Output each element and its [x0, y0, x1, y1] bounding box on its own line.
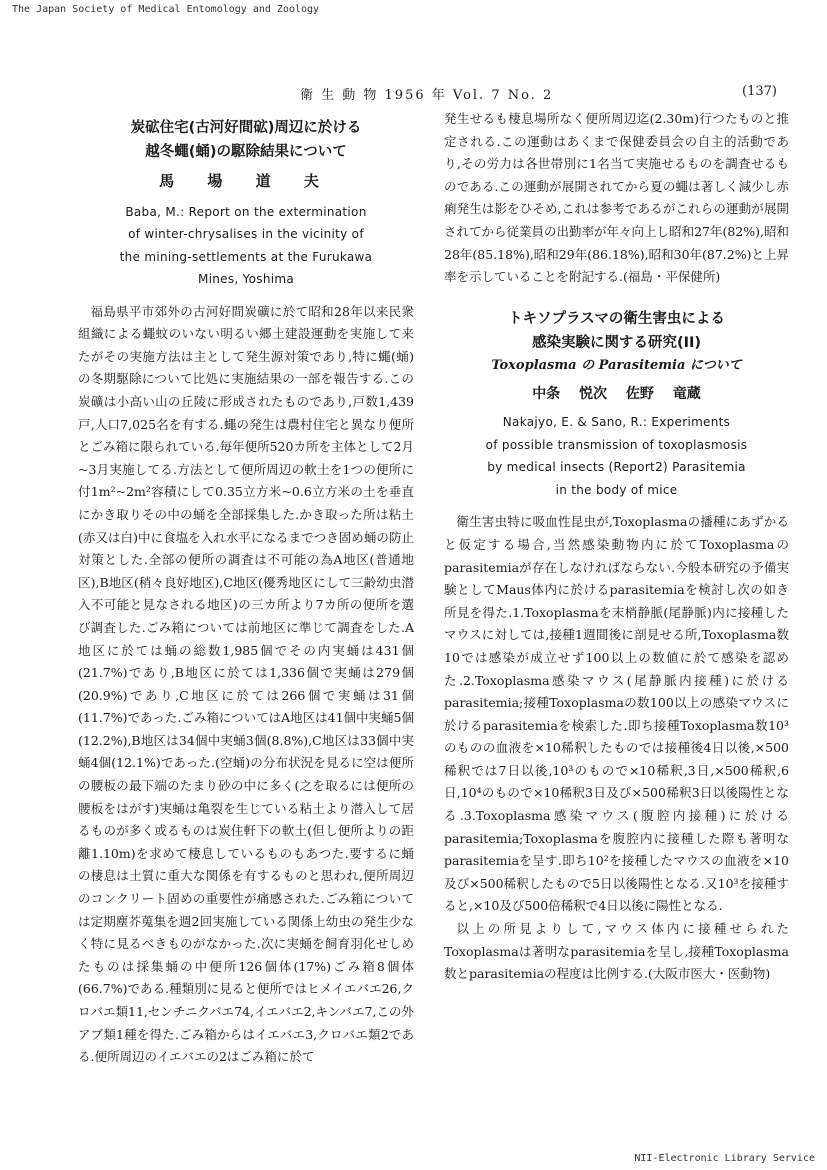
article1-en-line: Baba, M.: Report on the extermination [125, 204, 367, 219]
article2-english-reference [444, 411, 789, 501]
article2-en-line: in the body of mice [555, 482, 678, 497]
article1-title [78, 116, 414, 164]
article2-title-line1: トキソプラスマの衛生害虫による [508, 310, 725, 327]
article2-en-line: by medical insects (Report2) Parasitemia [487, 460, 746, 475]
article2-title-line2: 感染実験に関する研究(II) [531, 334, 702, 351]
article2-en-line: of possible transmission of toxoplasmosis [485, 437, 748, 452]
article1-title-line2: 越冬蠅(蛹)の駆除結果について [145, 144, 347, 160]
article1-body: 福島県平市郊外の古河好間炭礦に於て昭和28年以来民衆組織による蠅蚊のいない明るい郷土建設運動を実施して来たがその実施方法は主として発生源対策であり,特に蠅(蛹)の冬期駆除について比処に実施結果の一部を報告する.この炭礦は小高い山の丘陵に形成されたものであり,戸数1,439戸,人口7,025名を有する.蠅の発生は農村住宅と異なり便所とごみ箱に限られている.毎年便所520カ所を主体として2月~3月実施してる.方法として便所周辺の軟土を1つの便所に付1m²~2m²容積にして0.35立方米~0.6立方米の土を垂直にかき取りその中の蛹を全部採集した.かき取った所は粘土(赤又は白)中に食塩を入れ水平になるまでつき固め蛹の防止対策とした.全部の便所の調査は不可能の為A地区(普通地区),B地区(稍々良好地区),C地区(優秀地区にして三齢幼虫潜入不可能と見なされる地区)の三カ所より7カ所の便所を選び調査した.ごみ箱については前地区に準じて調査をした.A地区に於ては蛹の総数1,985個でその内実蛹は431個(21.7%)であり,B地区に於ては1,336個で実蛹は279個(20.9%)であり,C地区に於ては266個で実蛹は31個(11.7%)であった.ごみ箱についてはA地区は41個中実蛹5個(12.2%),B地区は34個中実蛹3個(8.8%),C地区は33個中実蛹4個(12.1%)であった.(空蛹)の分布状況を見るに空は便所の腰板の最下端のたまり砂の中に多く(之を取るには便所の腰板をはがす)実蛹は亀裂を生じている粘土より潜入して居るものが多く或るものは炭住軒下の軟土(但し便所よりの距離1.10m)を求めて棲息しているものもあつた.要するに蛹の棲息は土質に重大な関係を有するものと思われ,便所周辺のコンクリート固めの重要性が痛感された.ごみ箱については定期塵芥蒐集を週2回実施している関係上幼虫の発生少なく特に見るべきものがなかった.次に実蛹を飼育羽化せしめたものは採集蛹の中便所126個体(17%)ごみ箱8個体(66.7%)である.種類別に見ると便所ではヒメイエバエ26,クロバエ類11,センチニクバエ74,イエバエ2,キンバエ7,この外アブ類1種を得た.ごみ箱からはイエバエ3,クロバエ類2である.便所周辺のイエバエの2はごみ箱に於て [78, 303, 414, 1065]
article1-author: 馬 場 道 夫 [159, 172, 333, 190]
article1-body-continued: 発生せるも棲息場所なく便所周辺迄(2.30m)行つたものと推定される.この運動はあくまで保健委員会の自主的活動であり,その労力は各世帯別に1名当て実施せるものを調査せるものである.この運動が展開されてから夏の蠅は著しく減少し赤痢発生は影をひそめ,これは参考であるがこれらの運動が展開されてから従業員の出勤率が年々向上し昭和27年(82%),昭和28年(85.18%),昭和29年(86.18%),昭和30年(87.2%)と上昇率を示していることを附記する.(福島・平保健所) [444, 111, 789, 285]
article2-subtitle: Toxoplasma の Parasitemia について [491, 357, 742, 373]
journal-info: 衛 生 動 物 1956 年 Vol. 7 No. 2 [300, 88, 554, 103]
header-source: The Japan Society of Medical Entomology and Zoology [12, 4, 320, 15]
article2-authors: 中条 悦次 佐野 竜蔵 [532, 385, 701, 402]
article1-title-line1: 炭砿住宅(古河好間砿)周辺に於ける [130, 120, 362, 136]
article2-conclusion: 以上の所見よりして,マウス体内に接種せられたToxoplasmaは著明なparasitemiaを呈し,接種Toxoplasma数とparasitemiaの程度は比例する.(大阪市医大・医動物) [444, 921, 789, 982]
left-column [78, 116, 414, 1069]
article2-en-line: Nakajyo, E. & Sano, R.: Experiments [502, 415, 731, 430]
article1-en-line: Mines, Yoshima [197, 272, 295, 287]
footer-source: NII-Electronic Library Service [634, 1153, 815, 1164]
article1-english-reference [78, 201, 414, 291]
page-number: (137) [742, 84, 777, 99]
article1-en-line: the mining-settlements at the Furukawa [119, 249, 373, 264]
article1-en-line: of winter-chrysalises in the vicinity of [128, 227, 364, 242]
right-column [444, 108, 789, 986]
article2-title [444, 307, 789, 355]
article2-body: 衛生害虫特に吸血性昆虫が,Toxoplasmaの播種にあずかると仮定する場合,当然感染動物内に於てToxoplasmaのparasitemiaが存在しなければならない.今般本研究の予備実験としてMaus体内に於けるparasitemiaを検討し次の如き所見を得た.1.Toxoplasmaを末梢静脈(尾静脈)内に接種したマウスに対しては,接種1週間後に剖見せる所,Toxoplasma数10では感染が成立せず100以上の数値に於て感染を認めた.2.Toxoplasma感染マウス(尾静脈内接種)に於けるparasitemia;接種Toxoplasmaの数100以上の感染マウスに於けるparasitemiaを検索した.即ち接種Toxoplasma数10³のものの血液を×10稀釈したものでは接種後4日以後,×500稀釈では7日以後,10³のもので×10稀釈,3日,×500稀釈,6日,10⁴のもので×10稀釈3日及び×500稀釈3日以後陽性となる.3.Toxoplasma感染マウス(腹腔内接種)に於けるparasitemia;Toxoplasmaを腹腔内に接種した際も著明なparasitemiaを呈す.即ち10²を接種したマウスの血液を×10及び×500稀釈したもので5日以後陽性となる.又10³を接種すると,×10及び500倍稀釈で4日以後に陽性となる. [444, 514, 789, 914]
